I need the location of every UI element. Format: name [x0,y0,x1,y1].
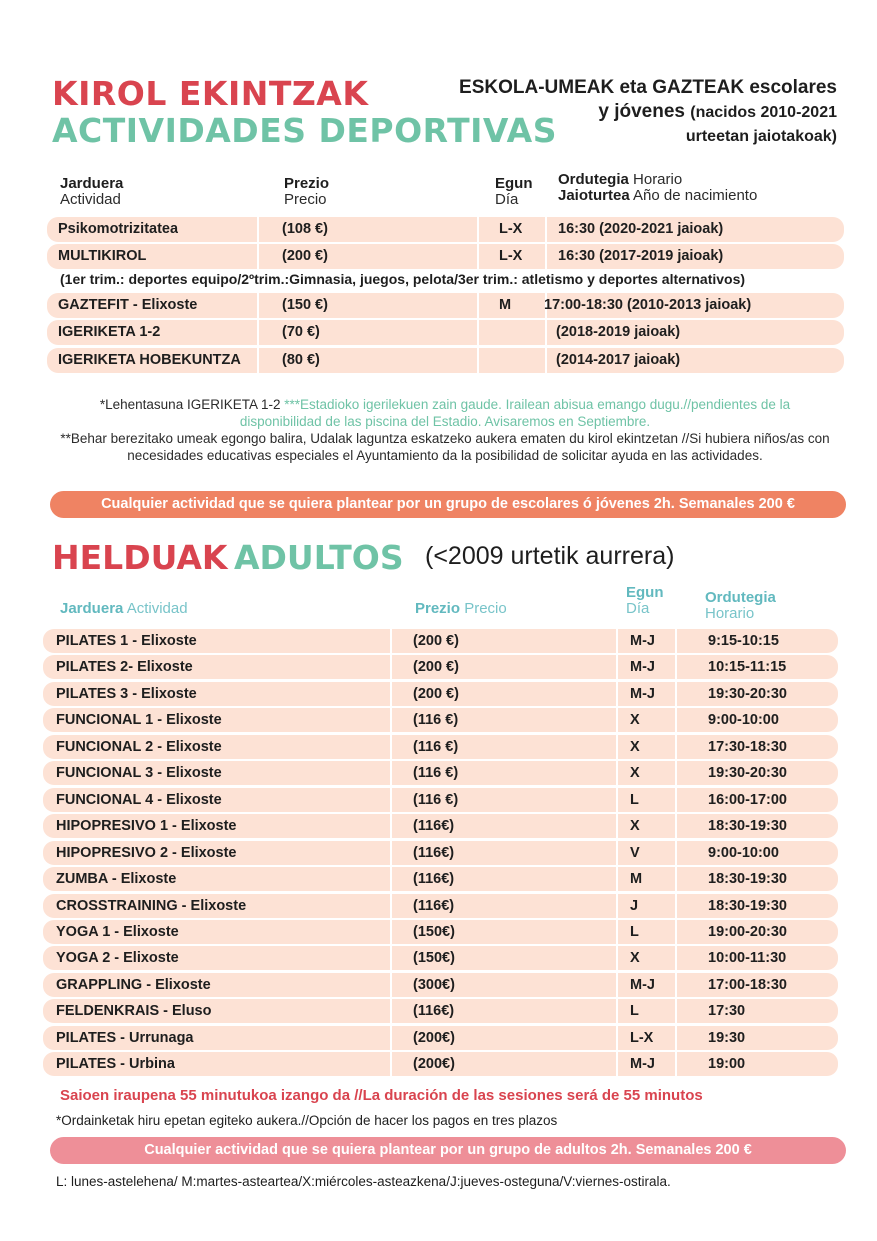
row-price: (200€) [413,1030,455,1046]
col-birth-es: Año de nacimiento [633,187,758,204]
audience-line-3: urteetan jaiotakoak) [685,128,837,145]
adult-col-schedule-eu: Ordutegia [705,589,776,606]
col-price-eu: Prezio [284,175,330,192]
table-row [43,841,838,865]
row-activity: Psikomotrizitatea [58,221,179,237]
row-day: M [630,871,643,887]
table-row [43,682,838,706]
table-row [47,293,844,318]
row-schedule: 17:00-18:30 [708,977,787,993]
row-day: M [499,297,512,313]
row-day: X [630,712,640,728]
table-row [43,973,838,997]
row-price: (116 €) [413,792,459,808]
row-activity: IGERIKETA 1-2 [58,324,161,340]
row-activity: MULTIKIROL [58,248,147,264]
row-activity: PILATES 3 - Elixoste [56,686,197,702]
col-price-es: Precio [284,191,327,208]
row-schedule: 17:30-18:30 [708,739,787,755]
youth-group-banner: Cualquier actividad que se quiera plantear por un grupo de escolares ó jóvenes 2h. Semanales 200 € [50,491,846,518]
audience-line-1: ESKOLA-UMEAK eta GAZTEAK escolares [459,77,837,98]
row-schedule: 18:30-19:30 [708,898,787,914]
table-row [43,1052,838,1076]
row-activity: ZUMBA - Elixoste [56,871,177,887]
row-day: X [630,950,640,966]
col-day-es: Día [495,191,519,208]
col-day [495,176,533,208]
row-day: L [630,792,639,808]
row-activity: FUNCIONAL 3 - Elixoste [56,765,222,781]
row-schedule: 9:15-10:15 [708,633,779,649]
adult-col-price-es: Precio [464,600,507,617]
swimming-note-priority: *Lehentasuna IGERIKETA 1-2 [99,397,285,412]
col-birth-eu: Jaioturtea [558,187,630,204]
table-row [47,244,844,269]
special-needs-note: **Behar berezitako umeak egongo balira, Udalak laguntza eskatzeko aukera ematen du kirol ekintzetan //Si hubiera niños/as con necesidades educativas especiales el Ayuntamiento da la posibilidad de solicitar ayuda en las actividades. [60,431,830,463]
table-row [43,814,838,838]
row-schedule: 19:00 [708,1056,746,1072]
row-price: (70 €) [282,324,320,340]
row-activity: FELDENKRAIS - Eluso [56,1003,212,1019]
col-schedule-es: Horario [633,171,683,188]
row-schedule: 19:00-20:30 [708,924,787,940]
col-schedule [558,172,757,204]
row-schedule: 17:00-18:30 (2010-2013 jaioak) [544,297,752,313]
adult-col-day [626,585,664,617]
col-schedule-eu: Ordutegia [558,171,629,188]
row-price: (80 €) [282,352,320,368]
row-price: (150 €) [282,297,328,313]
row-schedule: 19:30-20:30 [708,686,787,702]
adult-col-schedule-es: Horario [705,605,755,622]
row-day: M-J [630,977,655,993]
col-activity-es: Actividad [60,191,121,208]
adult-col-price [415,601,507,617]
row-schedule: 18:30-19:30 [708,818,787,834]
multikirol-note: (1er trim.: deportes equipo/2ºtrim.:Gimnasia, juegos, pelota/3er trim.: atletismo y deportes alternativos) [60,271,746,287]
adult-col-activity [60,601,188,617]
row-day: L [630,1003,639,1019]
row-day: M-J [630,686,655,702]
row-day: L-X [630,1030,654,1046]
adult-col-day-eu: Egun [626,584,664,601]
row-day: J [630,898,639,914]
row-price: (200 €) [413,686,459,702]
row-day: M-J [630,633,655,649]
row-price: (116€) [413,818,455,834]
table-row [43,655,838,679]
row-schedule: 10:00-11:30 [708,950,787,966]
row-activity: PILATES - Urbina [56,1056,175,1072]
adults-group-banner: Cualquier actividad que se quiera plantear por un grupo de adultos 2h. Semanales 200 € [50,1137,846,1164]
table-row [47,320,844,345]
adult-col-schedule [705,590,776,622]
row-day: X [630,818,640,834]
row-activity: HIPOPRESIVO 1 - Elixoste [56,818,237,834]
adult-col-price-eu: Prezio [415,600,461,617]
row-schedule: 16:30 (2020-2021 jaioak) [558,221,724,237]
row-activity: FUNCIONAL 1 - Elixoste [56,712,222,728]
duration-note: Saioen iraupena 55 minutukoa izango da //La duración de las sesiones será de 55 minutos [60,1087,703,1104]
row-activity: PILATES - Urrunaga [56,1030,194,1046]
row-schedule: 9:00-10:00 [708,712,779,728]
col-activity-eu: Jarduera [60,175,124,192]
row-price: (116€) [413,845,455,861]
row-price: (200 €) [282,248,328,264]
row-day: M-J [630,659,655,675]
row-day: X [630,765,640,781]
row-day: X [630,739,640,755]
row-activity: YOGA 2 - Elixoste [56,950,179,966]
col-activity [60,176,123,208]
row-activity: IGERIKETA HOBEKUNTZA [58,352,241,368]
swimming-note-pending: ***Estadioko igerilekuen zain gaude. Irailean abisua emango dugu.//pendientes de la disponibilidad de las piscina del Estadio. Avisaremos en Septiembre. [239,397,791,429]
row-activity: FUNCIONAL 2 - Elixoste [56,739,222,755]
payment-note: *Ordainketak hiru epetan egiteko aukera.//Opción de hacer los pagos en tres plazos [56,1113,558,1128]
row-schedule: (2014-2017 jaioak) [556,352,681,368]
row-schedule: 10:15-11:15 [708,659,787,675]
title-eu: KIROL EKINTZAK [52,74,369,113]
adults-title-eu: HELDUAK [52,538,228,577]
row-schedule: 18:30-19:30 [708,871,787,887]
adult-col-activity-eu: Jarduera [60,600,124,617]
row-day: L-X [499,248,523,264]
table-row [43,946,838,970]
row-activity: HIPOPRESIVO 2 - Elixoste [56,845,237,861]
row-price: (116€) [413,1003,455,1019]
row-schedule: (2018-2019 jaioak) [556,324,681,340]
row-price: (200 €) [413,659,459,675]
row-price: (200 €) [413,633,459,649]
row-day: L-X [499,221,523,237]
row-price: (116 €) [413,765,459,781]
table-row [43,920,838,944]
row-activity: CROSSTRAINING - Elixoste [56,898,247,914]
row-day: V [630,845,640,861]
row-schedule: 16:00-17:00 [708,792,787,808]
row-price: (108 €) [282,221,328,237]
table-row [47,217,844,242]
row-day: L [630,924,639,940]
row-day: M-J [630,1056,655,1072]
table-row [43,708,838,732]
row-price: (150€) [413,924,455,940]
row-schedule: 17:30 [708,1003,746,1019]
audience-line-2a: y jóvenes [598,101,685,122]
row-activity: GAZTEFIT - Elixoste [58,297,198,313]
col-price [284,176,329,208]
table-row [43,999,838,1023]
title-es: ACTIVIDADES DEPORTIVAS [52,111,557,150]
row-price: (150€) [413,950,455,966]
row-price: (116 €) [413,739,459,755]
table-row [43,894,838,918]
row-schedule: 19:30-20:30 [708,765,787,781]
col-day-eu: Egun [495,175,533,192]
row-price: (200€) [413,1056,455,1072]
audience-line-2 [407,100,837,125]
table-row [43,867,838,891]
row-activity: GRAPPLING - Elixoste [56,977,211,993]
adult-col-activity-es: Actividad [126,600,188,617]
row-activity: PILATES 1 - Elixoste [56,633,197,649]
adults-title-es: ADULTOS [234,538,404,577]
day-legend: L: lunes-astelehena/ M:martes-asteartea/X:miércoles-asteazkena/J:jueves-osteguna/V:viernes-ostirala. [56,1174,671,1189]
row-activity: FUNCIONAL 4 - Elixoste [56,792,222,808]
table-row [47,348,844,373]
row-schedule: 19:30 [708,1030,746,1046]
adult-col-day-es: Día [626,600,650,617]
row-schedule: 9:00-10:00 [708,845,779,861]
table-row [43,629,838,653]
table-row [43,1026,838,1050]
row-schedule: 16:30 (2017-2019 jaioak) [558,248,724,264]
row-activity: YOGA 1 - Elixoste [56,924,179,940]
row-price: (116€) [413,871,455,887]
swimming-note [60,396,830,430]
adults-subtitle: (<2009 urtetik aurrera) [425,542,675,570]
table-row [43,788,838,812]
row-price: (300€) [413,977,455,993]
row-activity: PILATES 2- Elixoste [56,659,193,675]
table-row [43,761,838,785]
table-row [43,735,838,759]
row-price: (116 €) [413,712,459,728]
row-price: (116€) [413,898,455,914]
audience-heading [407,76,837,149]
audience-line-2b: (nacidos 2010-2021 [690,104,837,121]
